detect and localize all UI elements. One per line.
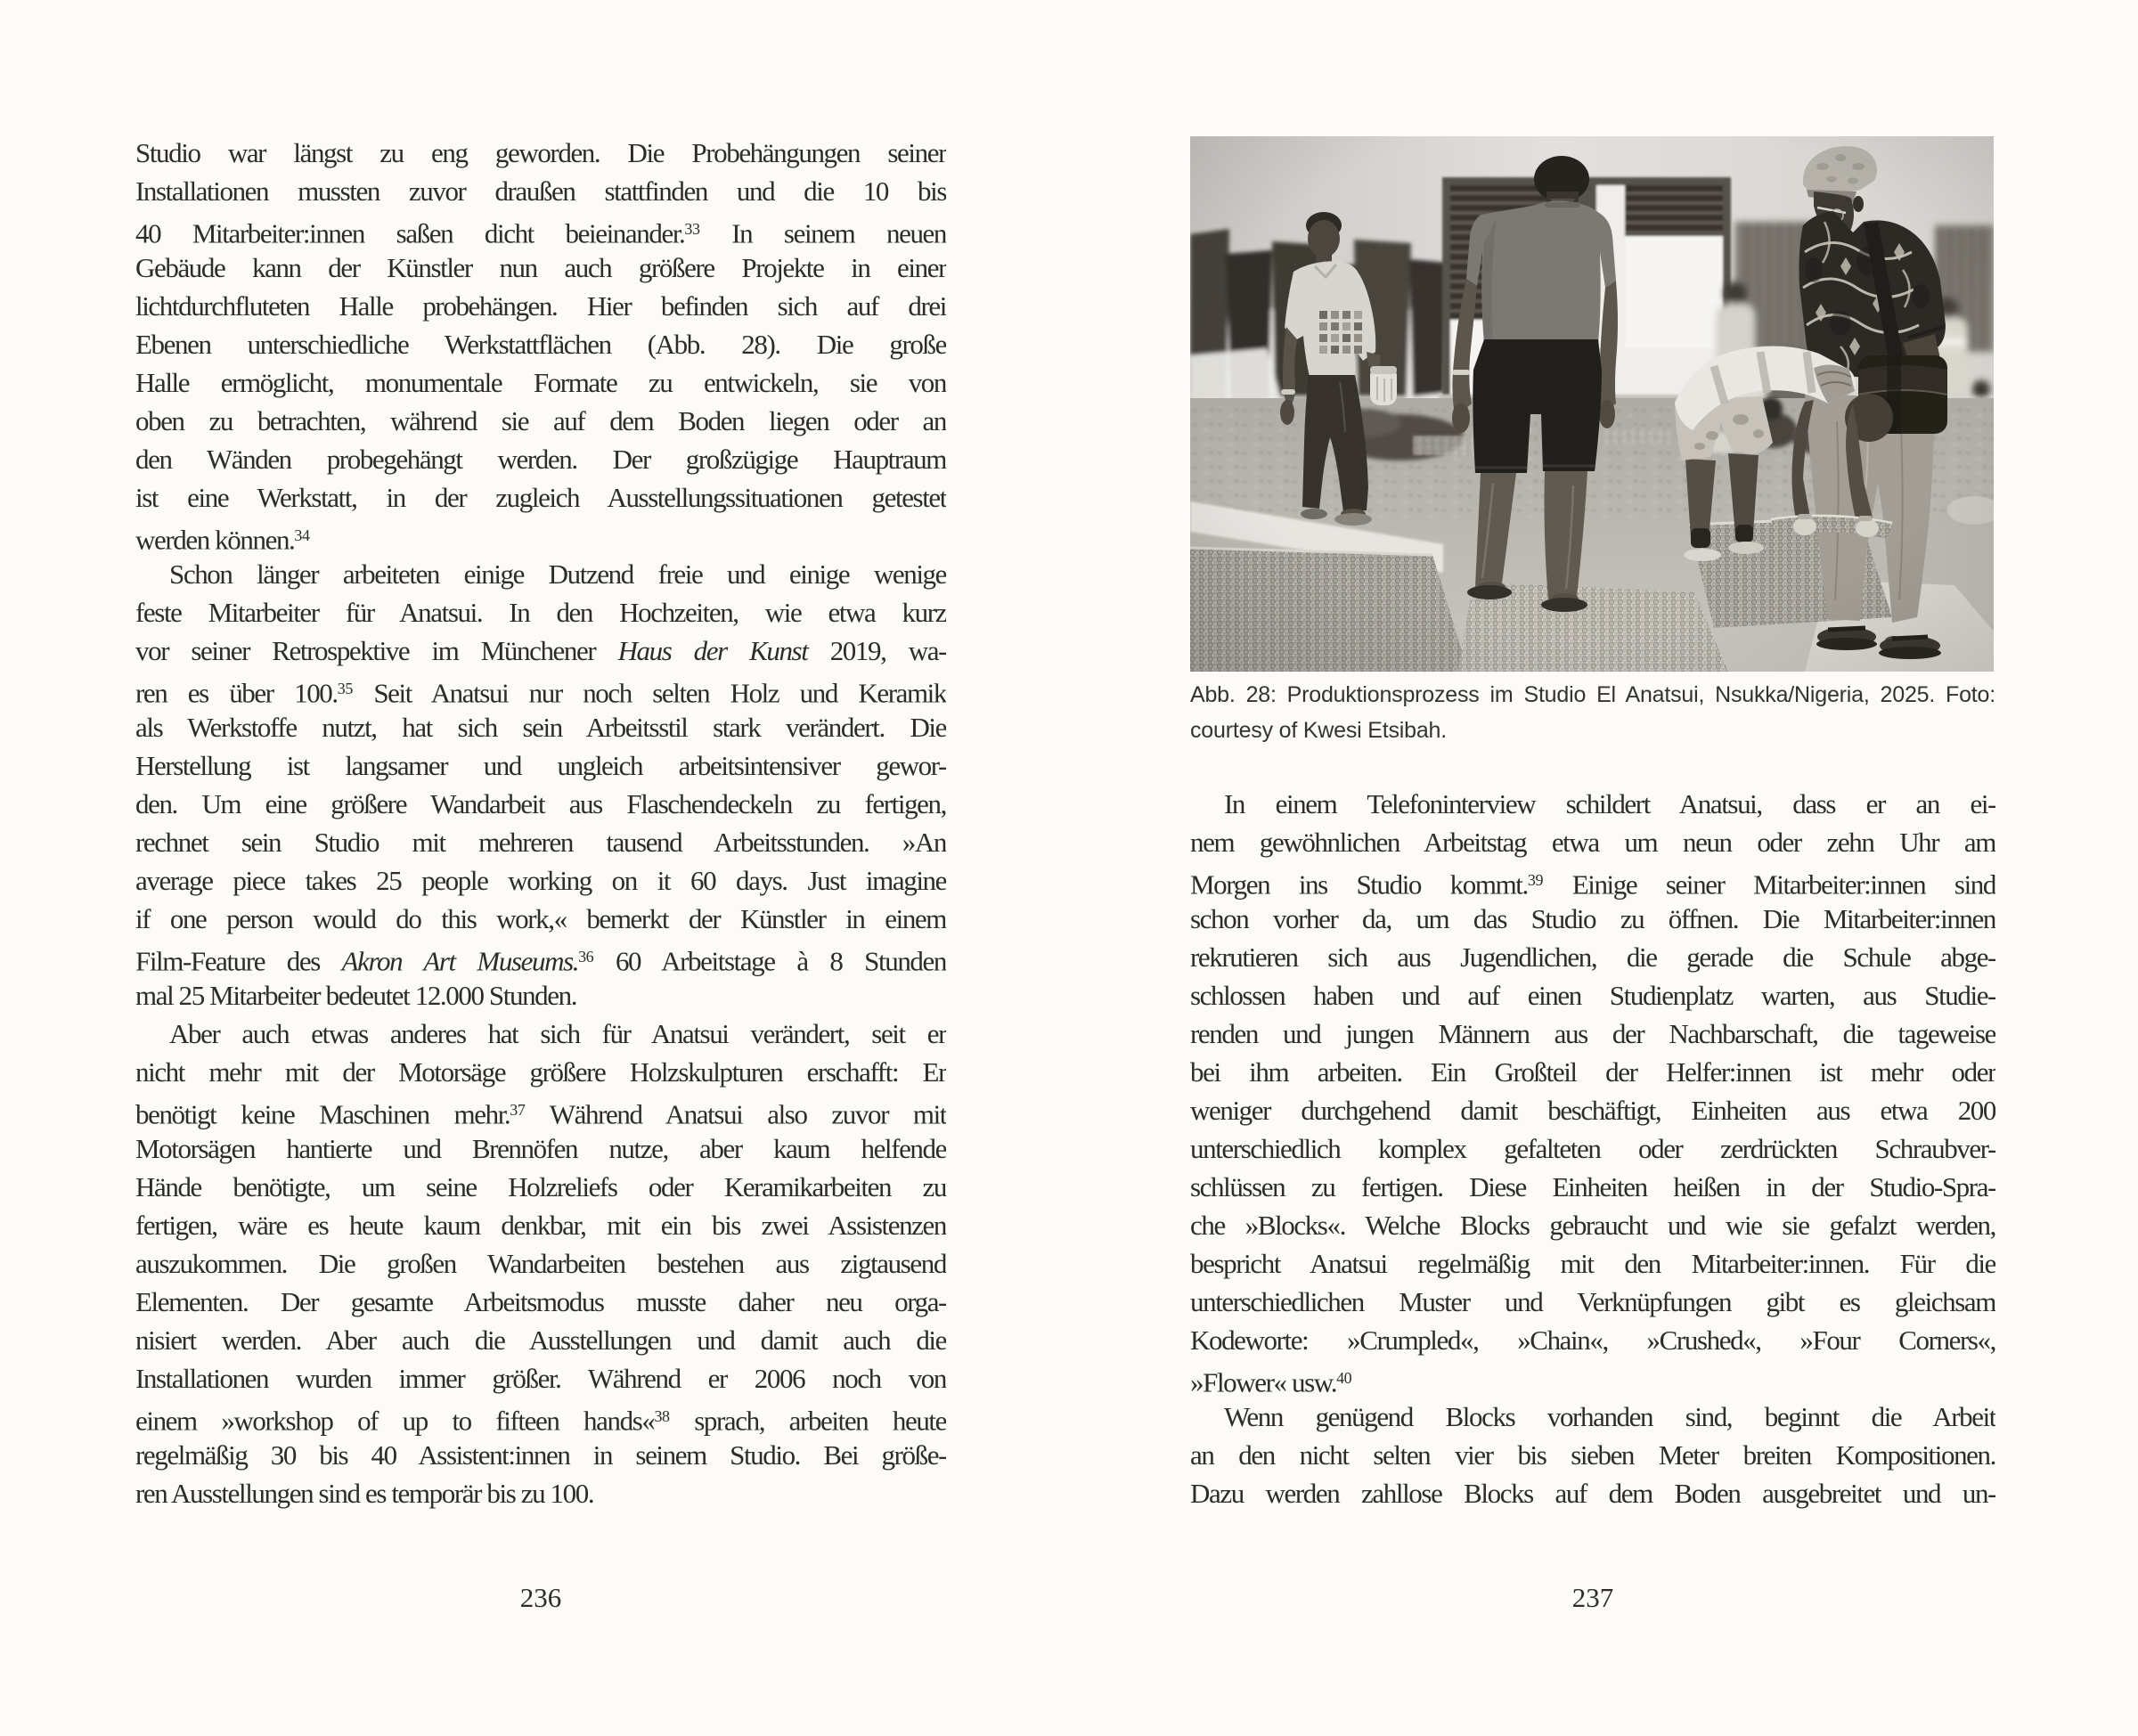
text-line: rechnet sein Studio mit mehreren tausend Arbeitsstunden. »An <box>135 827 946 858</box>
text-line: an den nicht selten vier bis sieben Meter breiten Kompositionen. <box>1190 1439 1995 1471</box>
text-line: fertigen, wäre es heute kaum denkbar, mit ein bis zwei Assistenzen <box>135 1210 946 1241</box>
text-line: den. Um eine größere Wandarbeit aus Flaschendeckeln zu fertigen, <box>135 788 946 819</box>
text-line: Schon länger arbeiteten einige Dutzend freie und einige wenige <box>169 558 946 590</box>
text-line: den Wänden probegehängt werden. Der großzügige Hauptraum <box>135 444 946 475</box>
text-line: Hände benötigte, um seine Holzreliefs oder Keramikarbeiten zu <box>135 1171 946 1202</box>
text-line: Halle ermöglicht, monumentale Formate zu entwickeln, sie von <box>135 367 946 398</box>
text-line: unterschiedlich komplex gefalteten oder zerdrückten Schraubver- <box>1190 1133 1995 1164</box>
text-line: vor seiner Retrospektive im Münchener Haus der Kunst 2019, wa- <box>135 635 946 666</box>
text-line: lichtdurchfluteten Halle probehängen. Hier befinden sich auf drei <box>135 290 946 322</box>
text-line: if one person would do this work,« bemerkt der Künstler in einem <box>135 903 946 934</box>
right-text-column <box>1190 785 1995 1512</box>
text-line: schon vorher da, um das Studio zu öffnen. Die Mitarbeiter:innen <box>1190 903 1995 934</box>
text-line: Ebenen unterschiedliche Werkstattflächen (Abb. 28). Die große <box>135 329 946 360</box>
text-line: einem »workshop of up to fifteen hands«$^{38}$ sprach, arbeiten heute <box>135 1405 946 1436</box>
page-number-right: 237 <box>1571 1582 1614 1613</box>
text-line: Aber auch etwas anderes hat sich für Anatsui verändert, seit er <box>169 1018 946 1049</box>
text-line: Motorsägen hantierte und Brennöfen nutze, aber kaum helfende <box>135 1133 946 1164</box>
text-line: benötigt keine Maschinen mehr.$^{37}$ Während Anatsui also zuvor mit <box>135 1098 946 1129</box>
text-line: bei ihm arbeiten. Ein Großteil der Helfer:innen ist mehr oder <box>1190 1056 1995 1088</box>
text-line: schlüssen zu fertigen. Diese Einheiten heißen in der Studio-Spra- <box>1190 1171 1995 1202</box>
text-line: renden und jungen Männern aus der Nachbarschaft, die tageweise <box>1190 1018 1995 1049</box>
text-line: nicht mehr mit der Motorsäge größere Holzskulpturen erschafft: Er <box>135 1056 946 1088</box>
text-line: nem gewöhnlichen Arbeitstag etwa um neun oder zehn Uhr am <box>1190 827 1995 858</box>
text-line: Herstellung ist langsamer und ungleich arbeitsintensiver gewor- <box>135 750 946 781</box>
text-line: 40 Mitarbeiter:innen saßen dicht beieinander.$^{33}$ In seinem neuen <box>135 217 946 249</box>
text-line: oben zu betrachten, während sie auf dem Boden liegen oder an <box>135 405 946 436</box>
left-text-column <box>135 134 946 1512</box>
figure-caption-line: Abb. 28: Produktionsprozess im Studio El Anatsui, Nsukka/Nigeria, 2025. Foto: <box>1190 682 1995 707</box>
figure-caption-line: courtesy of Kwesi Etsibah. <box>1190 718 1447 743</box>
text-line: ren Ausstellungen sind es temporär bis zu 100. <box>135 1478 594 1509</box>
text-line: bespricht Anatsui regelmäßig mit den Mitarbeiter:innen. Für die <box>1190 1248 1995 1279</box>
studio-photo <box>1190 136 1994 672</box>
text-line: feste Mitarbeiter für Anatsui. In den Hochzeiten, wie etwa kurz <box>135 597 946 628</box>
text-line: ren es über 100.35 Seit Anatsui nur noch selten Holz und Keramik <box>135 677 946 708</box>
text-line: Studio war längst zu eng geworden. Die Probehängungen seiner <box>135 137 946 168</box>
text-line: average piece takes 25 people working on it 60 days. Just imagine <box>135 865 946 896</box>
text-line: Gebäude kann der Künstler nun auch größere Projekte in einer <box>135 252 946 283</box>
text-line: mal 25 Mitarbeiter bedeutet 12.000 Stunden. <box>135 980 577 1011</box>
text-line: werden können.$^{34}$ <box>135 524 310 555</box>
text-line: nisiert werden. Aber auch die Ausstellungen und damit auch die <box>135 1324 946 1356</box>
text-line: als Werkstoffe nutzt, hat sich sein Arbeitsstil stark verändert. Die <box>135 712 946 743</box>
text-line: Morgen ins Studio kommt.$^{39}$ Einige seiner Mitarbeiter:innen sind <box>1190 868 1995 900</box>
text-line: Installationen mussten zuvor draußen stattfinden und die 10 bis <box>135 175 946 207</box>
text-line: ist eine Werkstatt, in der zugleich Ausstellungssituationen getestet <box>135 482 946 513</box>
text-line: rekrutieren sich aus Jugendlichen, die gerade die Schule abge- <box>1190 941 1995 973</box>
text-line: unterschiedlichen Muster und Verknüpfungen gibt es gleichsam <box>1190 1286 1995 1317</box>
text-line: Kodeworte: »Crumpled«, »Chain«, »Crushed«, »Four Corners«, <box>1190 1324 1995 1356</box>
page-number-left: 236 <box>519 1582 562 1613</box>
text-line: »Flower« usw.$^{40}$ <box>1190 1366 1352 1398</box>
text-line: che »Blocks«. Welche Blocks gebraucht und wie sie gefalzt werden, <box>1190 1210 1995 1241</box>
text-line: Elementen. Der gesamte Arbeitsmodus musste daher neu orga- <box>135 1286 946 1317</box>
text-line: weniger durchgehend damit beschäftigt, Einheiten aus etwa 200 <box>1190 1095 1995 1126</box>
text-line: Installationen wurden immer größer. Während er 2006 noch von <box>135 1363 946 1394</box>
text-line: auszukommen. Die großen Wandarbeiten bestehen aus zigtausend <box>135 1248 946 1279</box>
text-line: Film-Feature des Akron Art Museums.$^{36}$ 60 Arbeitstage à 8 Stunden <box>135 945 946 976</box>
photo-vignette <box>1190 136 1994 672</box>
text-line: Dazu werden zahllose Blocks auf dem Boden ausgebreitet und un- <box>1190 1478 1995 1509</box>
figure-caption <box>1190 677 1995 748</box>
text-line: In einem Telefoninterview schildert Anatsui, dass er an ei- <box>1224 788 1995 819</box>
text-line: Wenn genügend Blocks vorhanden sind, beginnt die Arbeit <box>1224 1401 1995 1432</box>
text-line: schlossen haben und auf einen Studienplatz warten, aus Studie- <box>1190 980 1995 1011</box>
text-line: regelmäßig 30 bis 40 Assistent:innen in seinem Studio. Bei größe- <box>135 1439 946 1471</box>
